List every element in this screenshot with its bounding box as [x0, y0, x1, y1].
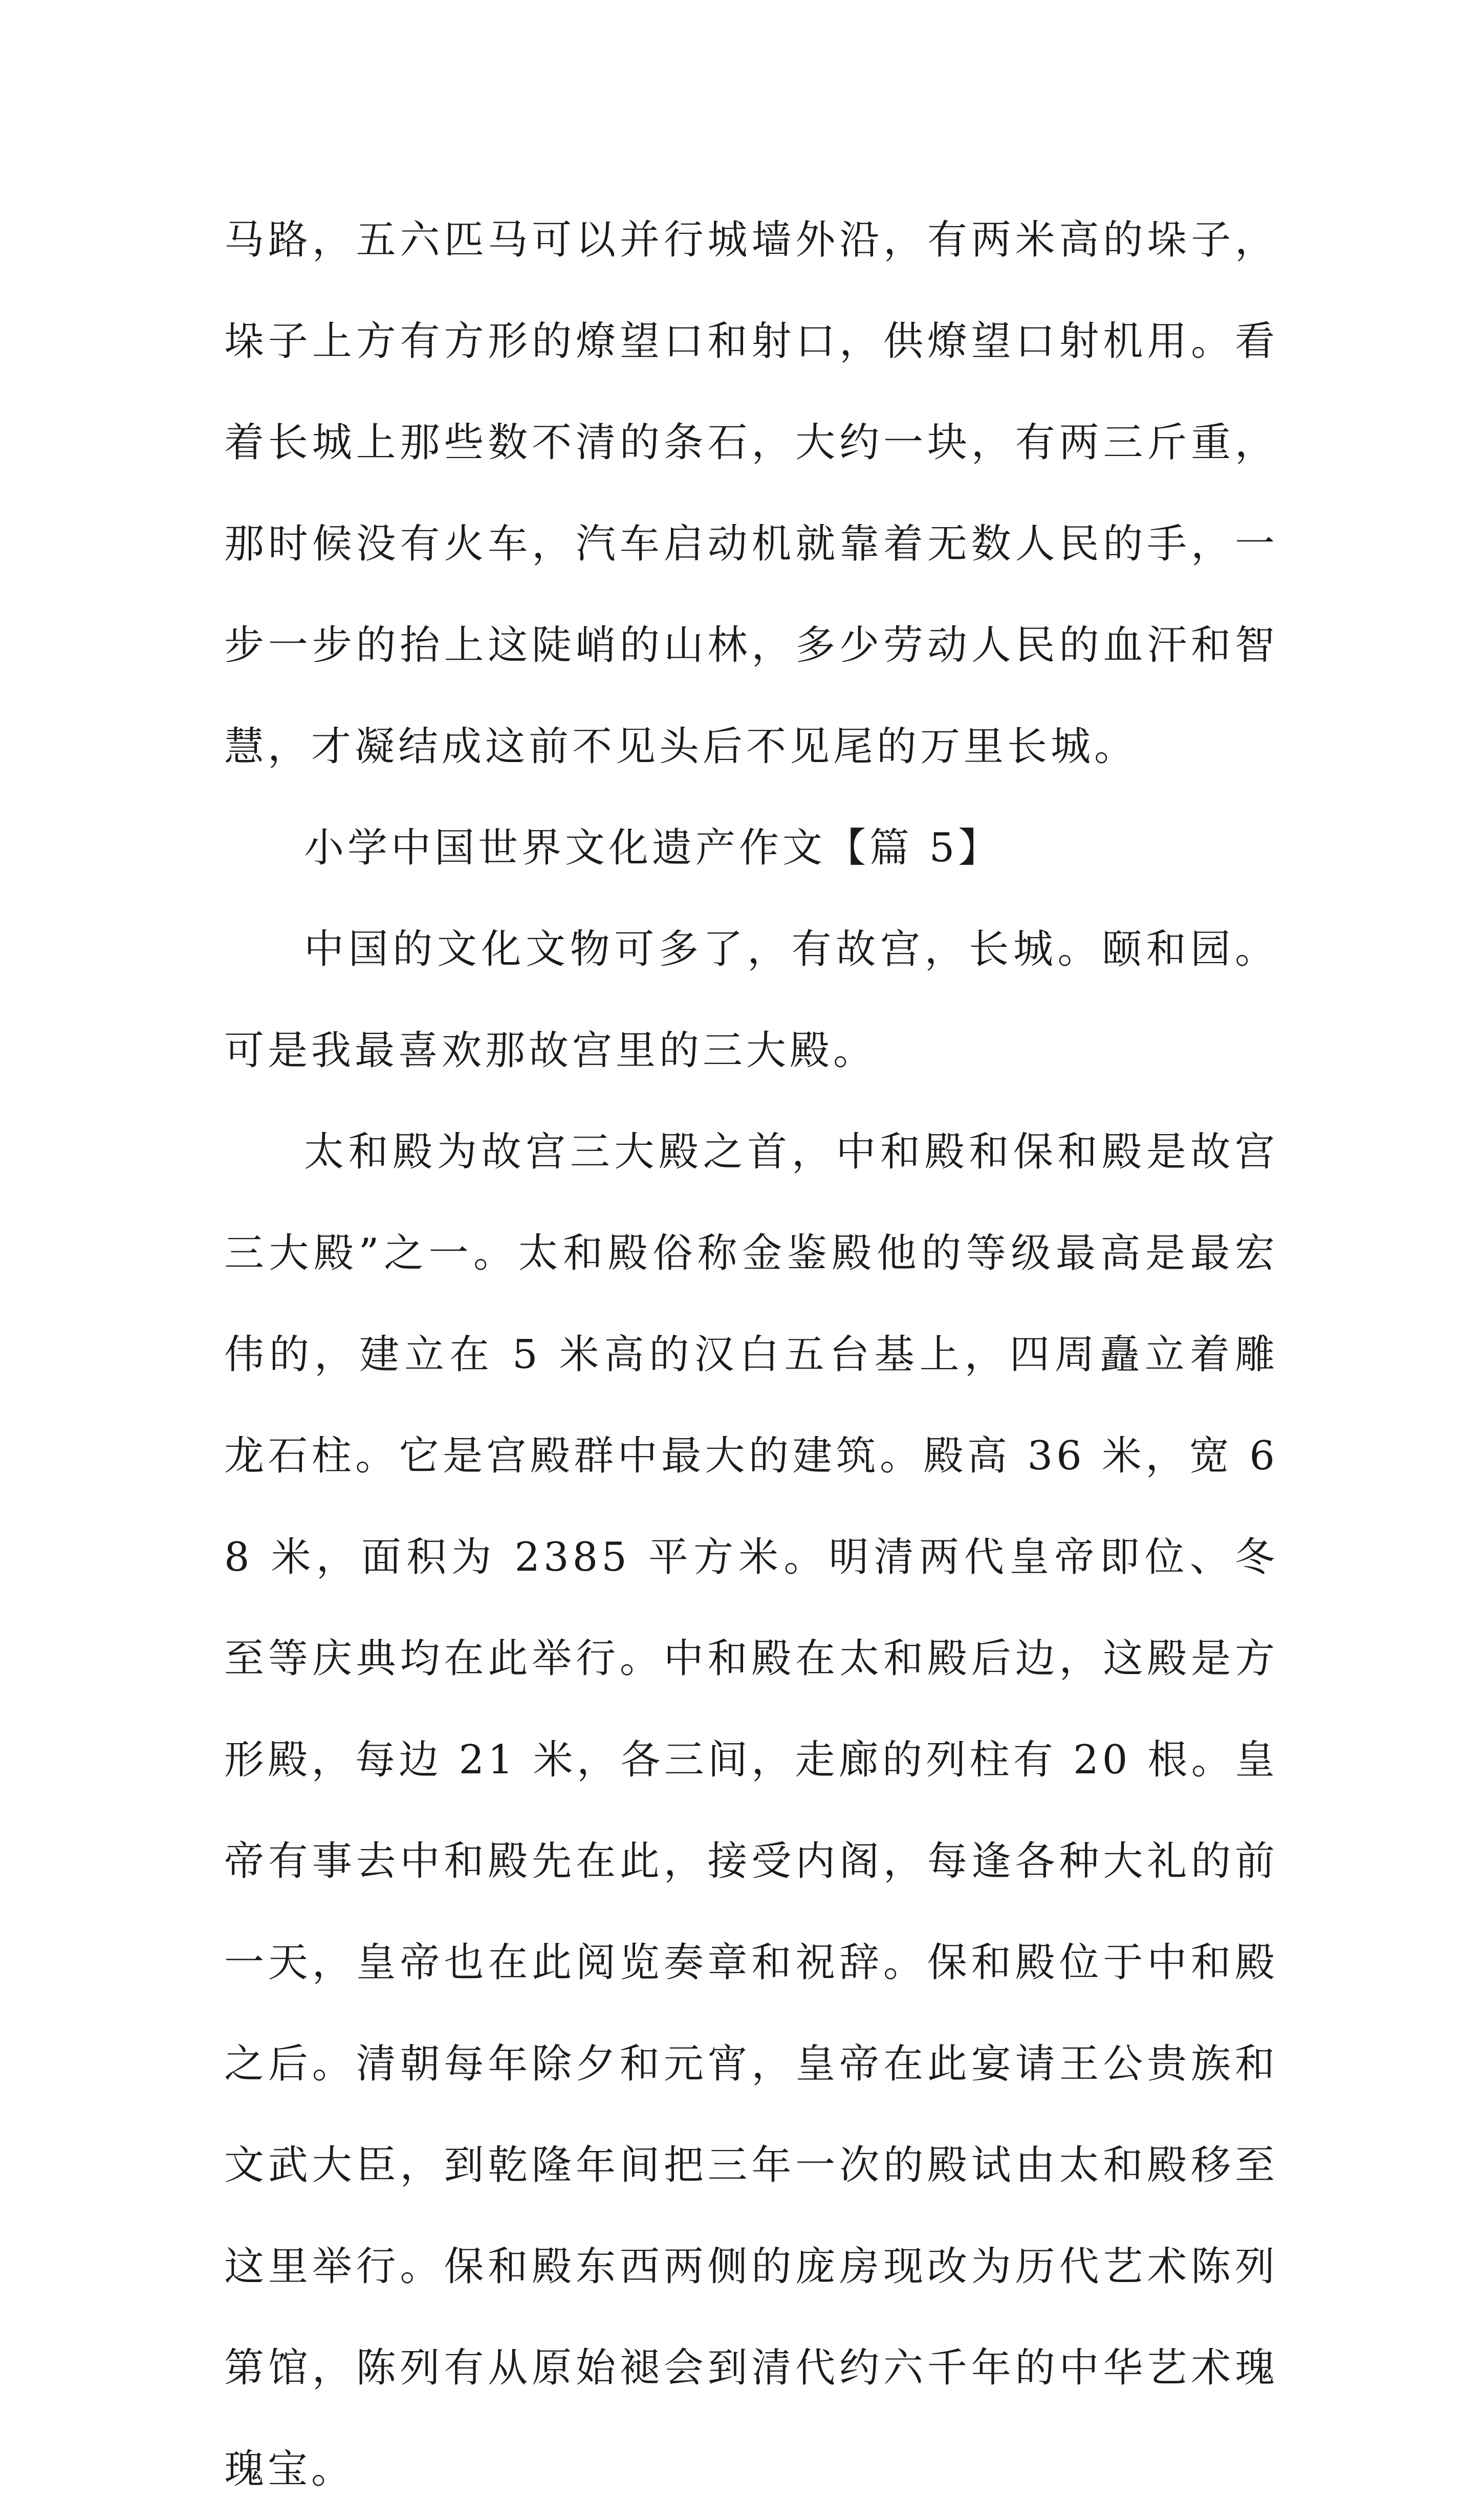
section-heading: 小学中国世界文化遗产作文【篇 5】	[304, 825, 1002, 871]
paragraph-intro: 中国的文化文物可多了，有故宫，长城。颐和园。可是我最喜欢那故宫里的三大殿。	[224, 926, 1278, 1074]
document-body	[224, 189, 1278, 2520]
paragraph-continuation: 马路，五六匹马可以并行城墙外沿，有两米高的垛子，垛子上方有方形的燎望口和射口，供燎望口射机用。看着长城上那些数不清的条石，大约一块，有两三斤重，那时候没有火车，汽车启动机就靠着无数人民的手，一步一步的抬上这陡峭的山林，多少劳动人民的血汗和智慧，才凝结成这前不见头后不见尾的万里长城。	[224, 217, 1278, 770]
paragraph-body: 太和殿为故宫三大殿之首，中和殿和保和殿是故宫三大殿”之一。太和殿俗称金鉴殿他的等级最高是最宏伟的，建立在 5 米高的汉白五台基上，四周矗立着雕龙石柱。它是宫殿群中最大的建筑。殿高 36 米，宽 68 米，面积为 2385 平方米。明清两代皇帝即位、冬至等庆典均在此举行。中和殿在太和殿后边，这殿是方形殿，每边 21 米，各三间，走廊的列柱有 20 根。皇帝有事去中和殿先在此，接受内阁，每逢各种大礼的前一天，皇帝也在此阅览奏章和祝辞。保和殿位于中和殿之后。清朝每年除夕和元宵，皇帝在此宴请王公贵族和文武大臣，到乾隆年间把三年一次的殿试由太和殿移至这里举行。保和殿东西两侧的庞房现改为历代艺术陈列第馆，陈列有从原始褪会到清代约六千年的中华艺术瑰瑰宝。	[224, 1129, 1278, 2492]
